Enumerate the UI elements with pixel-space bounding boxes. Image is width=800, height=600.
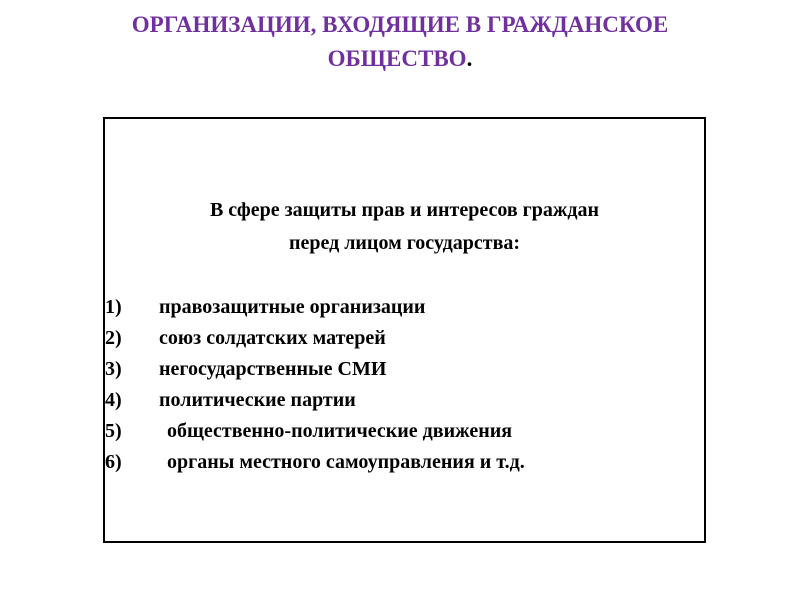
list-item-text: негосударственные СМИ: [159, 358, 387, 380]
title-line-1: ОРГАНИЗАЦИИ, ВХОДЯЩИЕ В ГРАЖДАНСКОЕ: [131, 12, 669, 37]
list-item: [105, 447, 704, 478]
list-item-text: правозащитные организации: [159, 296, 426, 318]
lead-text: [105, 194, 704, 260]
list-item: [105, 354, 704, 385]
organizations-list: [105, 292, 704, 478]
title-line-2-text: ОБЩЕСТВО: [327, 46, 467, 71]
list-item: [105, 323, 704, 354]
content-box: [103, 117, 706, 543]
list-item-text: союз солдатских матерей: [159, 327, 386, 349]
lead-line-1: В сфере защиты прав и интересов граждан: [209, 199, 600, 221]
list-item: [105, 292, 704, 323]
title-period: .: [466, 46, 473, 71]
list-item-number: 2): [105, 327, 122, 349]
slide-title: [0, 8, 800, 76]
list-item-number: 6): [105, 451, 122, 473]
list-item-number: 5): [105, 420, 122, 442]
list-item-text: общественно-политические движения: [167, 420, 513, 442]
list-item-text: политические партии: [159, 389, 356, 411]
lead-line-2: перед лицом государства:: [288, 232, 521, 254]
list-item: [105, 416, 704, 447]
list-item-text: органы местного самоуправления и т.д.: [167, 451, 525, 473]
title-line-2: [0, 42, 800, 76]
list-item-number: 1): [105, 296, 122, 318]
list-item: [105, 385, 704, 416]
list-item-number: 3): [105, 358, 122, 380]
list-item-number: 4): [105, 389, 122, 411]
